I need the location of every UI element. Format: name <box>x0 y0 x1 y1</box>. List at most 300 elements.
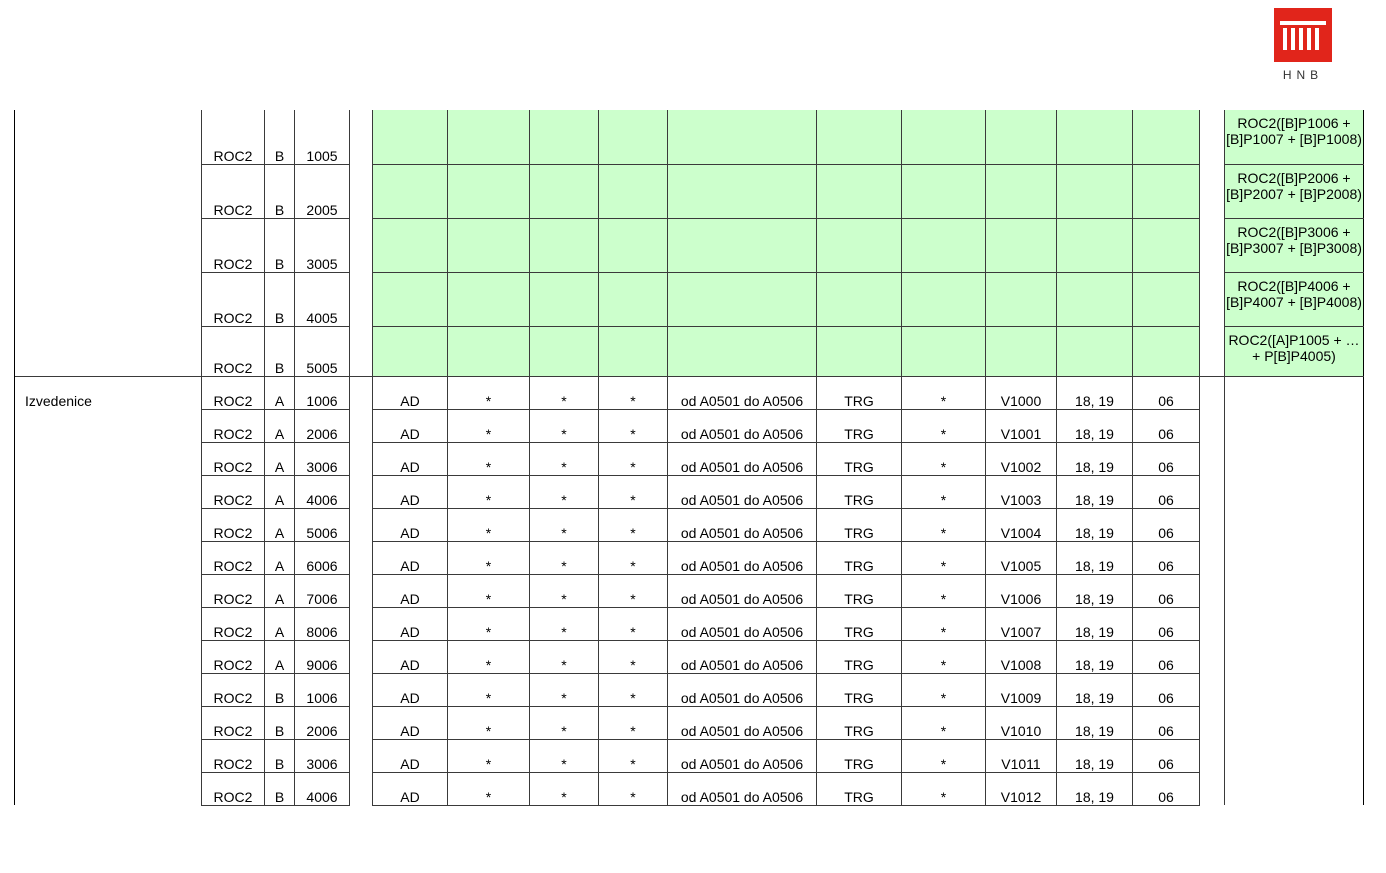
cell-star: * <box>448 442 530 475</box>
gap-cell <box>1200 409 1225 442</box>
cell-ad: AD <box>373 475 448 508</box>
green-cell <box>1133 326 1200 376</box>
green-cell <box>448 272 530 326</box>
gap-cell <box>1200 739 1225 772</box>
table-row <box>15 272 1364 326</box>
green-cell <box>817 272 902 326</box>
cell-star: * <box>599 475 668 508</box>
cell-v: V1012 <box>986 772 1057 805</box>
table-row <box>15 164 1364 218</box>
green-cell <box>530 326 599 376</box>
cell-v: V1007 <box>986 607 1057 640</box>
cell-model: ROC2 <box>202 218 265 272</box>
cell-star: * <box>448 574 530 607</box>
cell-code: 3006 <box>295 739 350 772</box>
cell-star: * <box>530 508 599 541</box>
cell-range: od A0501 do A0506 <box>668 607 817 640</box>
gap-cell <box>350 110 373 164</box>
cell-z: 06 <box>1133 508 1200 541</box>
cell-code: 9006 <box>295 640 350 673</box>
cell-v: V1004 <box>986 508 1057 541</box>
gap-cell <box>350 164 373 218</box>
cell-trg: TRG <box>817 442 902 475</box>
cell-star: * <box>448 376 530 409</box>
gap-cell <box>350 640 373 673</box>
cell-type: A <box>265 442 295 475</box>
cell-model: ROC2 <box>202 772 265 805</box>
empty-cell <box>15 574 202 607</box>
gap-cell <box>1200 376 1225 409</box>
cell-type: A <box>265 409 295 442</box>
gap-cell <box>350 218 373 272</box>
cell-model: ROC2 <box>202 475 265 508</box>
cell-type: A <box>265 541 295 574</box>
gap-cell <box>350 706 373 739</box>
empty-cell <box>1225 376 1364 409</box>
cell-star: * <box>902 574 986 607</box>
green-cell <box>599 326 668 376</box>
cell-type: B <box>265 218 295 272</box>
cell-range: od A0501 do A0506 <box>668 409 817 442</box>
cell-type: B <box>265 706 295 739</box>
cell-trg: TRG <box>817 673 902 706</box>
cell-star: * <box>599 541 668 574</box>
cell-type: B <box>265 326 295 376</box>
cell-trg: TRG <box>817 607 902 640</box>
green-cell <box>530 110 599 164</box>
cell-range: od A0501 do A0506 <box>668 574 817 607</box>
cell-star: * <box>902 541 986 574</box>
cell-v: V1011 <box>986 739 1057 772</box>
empty-cell <box>15 409 202 442</box>
cell-star: * <box>530 673 599 706</box>
cell-star: * <box>599 442 668 475</box>
green-cell <box>373 218 448 272</box>
cell-range: od A0501 do A0506 <box>668 376 817 409</box>
gap-cell <box>1200 218 1225 272</box>
cell-v: V1006 <box>986 574 1057 607</box>
cell-star: * <box>448 508 530 541</box>
cell-trg: TRG <box>817 409 902 442</box>
empty-cell <box>1225 508 1364 541</box>
cell-code: 4005 <box>295 272 350 326</box>
cell-model: ROC2 <box>202 164 265 218</box>
cell-star: * <box>530 409 599 442</box>
cell-type: B <box>265 673 295 706</box>
cell-star: * <box>530 442 599 475</box>
green-cell <box>1057 164 1133 218</box>
green-cell <box>902 164 986 218</box>
cell-model: ROC2 <box>202 541 265 574</box>
green-cell <box>448 326 530 376</box>
green-cell <box>599 164 668 218</box>
cell-z: 06 <box>1133 541 1200 574</box>
formula-cell: ROC2([B]P1006 + [B]P1007 + [B]P1008) <box>1225 110 1364 164</box>
gap-cell <box>350 409 373 442</box>
green-cell <box>530 218 599 272</box>
cell-code: 3005 <box>295 218 350 272</box>
cell-range: od A0501 do A0506 <box>668 640 817 673</box>
cell-code: 3006 <box>295 442 350 475</box>
cell-type: A <box>265 376 295 409</box>
cell-model: ROC2 <box>202 110 265 164</box>
cell-code: 5006 <box>295 508 350 541</box>
empty-cell <box>1225 409 1364 442</box>
table-row <box>15 706 1364 739</box>
cell-n: 18, 19 <box>1057 574 1133 607</box>
formula-cell: ROC2([B]P2006 + [B]P2007 + [B]P2008) <box>1225 164 1364 218</box>
gap-cell <box>1200 772 1225 805</box>
green-cell <box>817 164 902 218</box>
cell-star: * <box>599 640 668 673</box>
cell-star: * <box>448 475 530 508</box>
cell-range: od A0501 do A0506 <box>668 541 817 574</box>
cell-star: * <box>530 376 599 409</box>
cell-n: 18, 19 <box>1057 607 1133 640</box>
gap-cell <box>1200 110 1225 164</box>
table-row <box>15 574 1364 607</box>
cell-code: 1005 <box>295 110 350 164</box>
green-cell <box>599 272 668 326</box>
cell-model: ROC2 <box>202 442 265 475</box>
cell-star: * <box>530 772 599 805</box>
gap-cell <box>350 442 373 475</box>
cell-trg: TRG <box>817 574 902 607</box>
cell-v: V1003 <box>986 475 1057 508</box>
green-cell <box>1133 110 1200 164</box>
green-cell <box>373 110 448 164</box>
cell-model: ROC2 <box>202 640 265 673</box>
table-row <box>15 218 1364 272</box>
empty-cell <box>1225 673 1364 706</box>
green-cell <box>530 272 599 326</box>
gap-cell <box>1200 541 1225 574</box>
table-row <box>15 409 1364 442</box>
cell-type: A <box>265 475 295 508</box>
cell-model: ROC2 <box>202 272 265 326</box>
cell-n: 18, 19 <box>1057 442 1133 475</box>
section-label: Izvedenice <box>15 376 202 409</box>
green-cell <box>530 164 599 218</box>
table-row <box>15 475 1364 508</box>
cell-star: * <box>530 541 599 574</box>
logo-text: HNB <box>1282 68 1324 82</box>
empty-cell <box>15 772 202 805</box>
cell-ad: AD <box>373 673 448 706</box>
empty-cell <box>1225 607 1364 640</box>
hnb-logo-icon <box>1274 8 1332 62</box>
table-row <box>15 326 1364 376</box>
cell-star: * <box>902 673 986 706</box>
cell-code: 2005 <box>295 164 350 218</box>
cell-model: ROC2 <box>202 376 265 409</box>
gap-cell <box>1200 574 1225 607</box>
empty-cell <box>1225 739 1364 772</box>
green-cell <box>1057 272 1133 326</box>
green-cell <box>986 272 1057 326</box>
empty-cell <box>15 541 202 574</box>
cell-n: 18, 19 <box>1057 409 1133 442</box>
cell-range: od A0501 do A0506 <box>668 706 817 739</box>
cell-z: 06 <box>1133 442 1200 475</box>
green-cell <box>1133 164 1200 218</box>
green-cell <box>1057 218 1133 272</box>
gap-cell <box>1200 673 1225 706</box>
cell-star: * <box>448 640 530 673</box>
cell-star: * <box>599 673 668 706</box>
green-cell <box>448 164 530 218</box>
cell-star: * <box>599 376 668 409</box>
cell-v: V1001 <box>986 409 1057 442</box>
empty-cell <box>1225 442 1364 475</box>
cell-star: * <box>902 772 986 805</box>
cell-z: 06 <box>1133 574 1200 607</box>
cell-z: 06 <box>1133 739 1200 772</box>
empty-cell <box>1225 772 1364 805</box>
cell-n: 18, 19 <box>1057 640 1133 673</box>
cell-type: A <box>265 508 295 541</box>
empty-cell <box>15 218 202 272</box>
empty-cell <box>15 706 202 739</box>
cell-n: 18, 19 <box>1057 475 1133 508</box>
gap-cell <box>1200 475 1225 508</box>
cell-code: 2006 <box>295 706 350 739</box>
cell-star: * <box>448 739 530 772</box>
green-cell <box>668 218 817 272</box>
gap-cell <box>350 772 373 805</box>
cell-range: od A0501 do A0506 <box>668 508 817 541</box>
gap-cell <box>350 673 373 706</box>
gap-cell <box>350 326 373 376</box>
green-cell <box>373 272 448 326</box>
empty-cell <box>1225 574 1364 607</box>
cell-trg: TRG <box>817 640 902 673</box>
empty-cell <box>15 739 202 772</box>
cell-type: B <box>265 772 295 805</box>
cell-code: 6006 <box>295 541 350 574</box>
cell-star: * <box>599 607 668 640</box>
cell-type: A <box>265 640 295 673</box>
cell-ad: AD <box>373 640 448 673</box>
cell-star: * <box>902 409 986 442</box>
table-row <box>15 607 1364 640</box>
gap-cell <box>1200 706 1225 739</box>
table-row <box>15 739 1364 772</box>
cell-star: * <box>530 475 599 508</box>
gap-cell <box>1200 640 1225 673</box>
cell-model: ROC2 <box>202 508 265 541</box>
cell-n: 18, 19 <box>1057 673 1133 706</box>
gap-cell <box>350 508 373 541</box>
cell-model: ROC2 <box>202 574 265 607</box>
green-cell <box>817 326 902 376</box>
cell-code: 2006 <box>295 409 350 442</box>
table-row <box>15 673 1364 706</box>
empty-cell <box>1225 706 1364 739</box>
cell-star: * <box>902 508 986 541</box>
cell-star: * <box>902 607 986 640</box>
green-cell <box>1133 272 1200 326</box>
green-cell <box>599 110 668 164</box>
green-cell <box>817 218 902 272</box>
cell-type: B <box>265 164 295 218</box>
green-cell <box>373 326 448 376</box>
cell-v: V1002 <box>986 442 1057 475</box>
cell-star: * <box>902 442 986 475</box>
gap-cell <box>350 607 373 640</box>
cell-trg: TRG <box>817 772 902 805</box>
cell-range: od A0501 do A0506 <box>668 772 817 805</box>
cell-ad: AD <box>373 607 448 640</box>
cell-star: * <box>448 772 530 805</box>
cell-model: ROC2 <box>202 706 265 739</box>
green-cell <box>668 272 817 326</box>
gap-cell <box>1200 442 1225 475</box>
green-cell <box>1133 218 1200 272</box>
cell-ad: AD <box>373 508 448 541</box>
empty-cell <box>1225 640 1364 673</box>
cell-type: A <box>265 607 295 640</box>
cell-code: 1006 <box>295 673 350 706</box>
green-cell <box>599 218 668 272</box>
empty-cell <box>1225 541 1364 574</box>
cell-code: 8006 <box>295 607 350 640</box>
cell-star: * <box>448 706 530 739</box>
green-cell <box>1057 110 1133 164</box>
green-cell <box>373 164 448 218</box>
cell-z: 06 <box>1133 772 1200 805</box>
empty-cell <box>15 475 202 508</box>
cell-v: V1008 <box>986 640 1057 673</box>
cell-type: A <box>265 574 295 607</box>
gap-cell <box>1200 607 1225 640</box>
table-row <box>15 772 1364 805</box>
cell-n: 18, 19 <box>1057 541 1133 574</box>
gap-cell <box>350 272 373 326</box>
cell-code: 7006 <box>295 574 350 607</box>
cell-z: 06 <box>1133 640 1200 673</box>
cell-star: * <box>902 706 986 739</box>
gap-cell <box>350 376 373 409</box>
table-row <box>15 541 1364 574</box>
cell-code: 1006 <box>295 376 350 409</box>
cell-code: 5005 <box>295 326 350 376</box>
cell-model: ROC2 <box>202 326 265 376</box>
cell-n: 18, 19 <box>1057 376 1133 409</box>
data-table <box>14 110 1364 806</box>
green-cell <box>902 218 986 272</box>
empty-cell <box>15 272 202 326</box>
cell-star: * <box>530 640 599 673</box>
cell-star: * <box>599 508 668 541</box>
cell-star: * <box>902 475 986 508</box>
cell-code: 4006 <box>295 772 350 805</box>
green-cell <box>986 326 1057 376</box>
green-cell <box>986 110 1057 164</box>
green-cell <box>817 110 902 164</box>
cell-ad: AD <box>373 706 448 739</box>
cell-model: ROC2 <box>202 673 265 706</box>
cell-star: * <box>448 607 530 640</box>
cell-trg: TRG <box>817 706 902 739</box>
cell-range: od A0501 do A0506 <box>668 739 817 772</box>
cell-model: ROC2 <box>202 739 265 772</box>
gap-cell <box>1200 326 1225 376</box>
table-row <box>15 640 1364 673</box>
cell-v: V1009 <box>986 673 1057 706</box>
green-cell <box>986 164 1057 218</box>
cell-star: * <box>599 574 668 607</box>
green-cell <box>448 218 530 272</box>
cell-trg: TRG <box>817 508 902 541</box>
green-cell <box>902 272 986 326</box>
cell-star: * <box>448 541 530 574</box>
table-row <box>15 508 1364 541</box>
cell-ad: AD <box>373 739 448 772</box>
table-row <box>15 442 1364 475</box>
gap-cell <box>350 475 373 508</box>
cell-ad: AD <box>373 772 448 805</box>
formula-cell: ROC2([B]P4006 + [B]P4007 + [B]P4008) <box>1225 272 1364 326</box>
cell-star: * <box>448 673 530 706</box>
cell-star: * <box>599 409 668 442</box>
empty-cell <box>1225 475 1364 508</box>
empty-cell <box>15 673 202 706</box>
gap-cell <box>350 541 373 574</box>
cell-n: 18, 19 <box>1057 508 1133 541</box>
empty-cell <box>15 607 202 640</box>
cell-star: * <box>448 409 530 442</box>
gap-cell <box>350 739 373 772</box>
cell-star: * <box>599 772 668 805</box>
cell-type: B <box>265 739 295 772</box>
cell-z: 06 <box>1133 409 1200 442</box>
cell-star: * <box>530 607 599 640</box>
gap-cell <box>1200 508 1225 541</box>
green-cell <box>902 326 986 376</box>
cell-ad: AD <box>373 442 448 475</box>
gap-cell <box>1200 272 1225 326</box>
gap-cell <box>350 574 373 607</box>
green-cell <box>1057 326 1133 376</box>
cell-ad: AD <box>373 541 448 574</box>
empty-cell <box>15 508 202 541</box>
cell-ad: AD <box>373 409 448 442</box>
cell-n: 18, 19 <box>1057 772 1133 805</box>
cell-star: * <box>902 739 986 772</box>
cell-type: B <box>265 272 295 326</box>
cell-star: * <box>599 706 668 739</box>
formula-cell: ROC2([B]P3006 + [B]P3007 + [B]P3008) <box>1225 218 1364 272</box>
formula-cell: ROC2([A]P1005 + … + P[B]P4005) <box>1225 326 1364 376</box>
cell-z: 06 <box>1133 475 1200 508</box>
empty-cell <box>15 164 202 218</box>
cell-star: * <box>599 739 668 772</box>
empty-cell <box>15 640 202 673</box>
cell-star: * <box>530 739 599 772</box>
table-row <box>15 110 1364 164</box>
cell-star: * <box>902 376 986 409</box>
cell-ad: AD <box>373 376 448 409</box>
empty-cell <box>15 442 202 475</box>
cell-model: ROC2 <box>202 409 265 442</box>
cell-trg: TRG <box>817 376 902 409</box>
cell-n: 18, 19 <box>1057 706 1133 739</box>
cell-range: od A0501 do A0506 <box>668 673 817 706</box>
cell-ad: AD <box>373 574 448 607</box>
green-cell <box>448 110 530 164</box>
cell-code: 4006 <box>295 475 350 508</box>
